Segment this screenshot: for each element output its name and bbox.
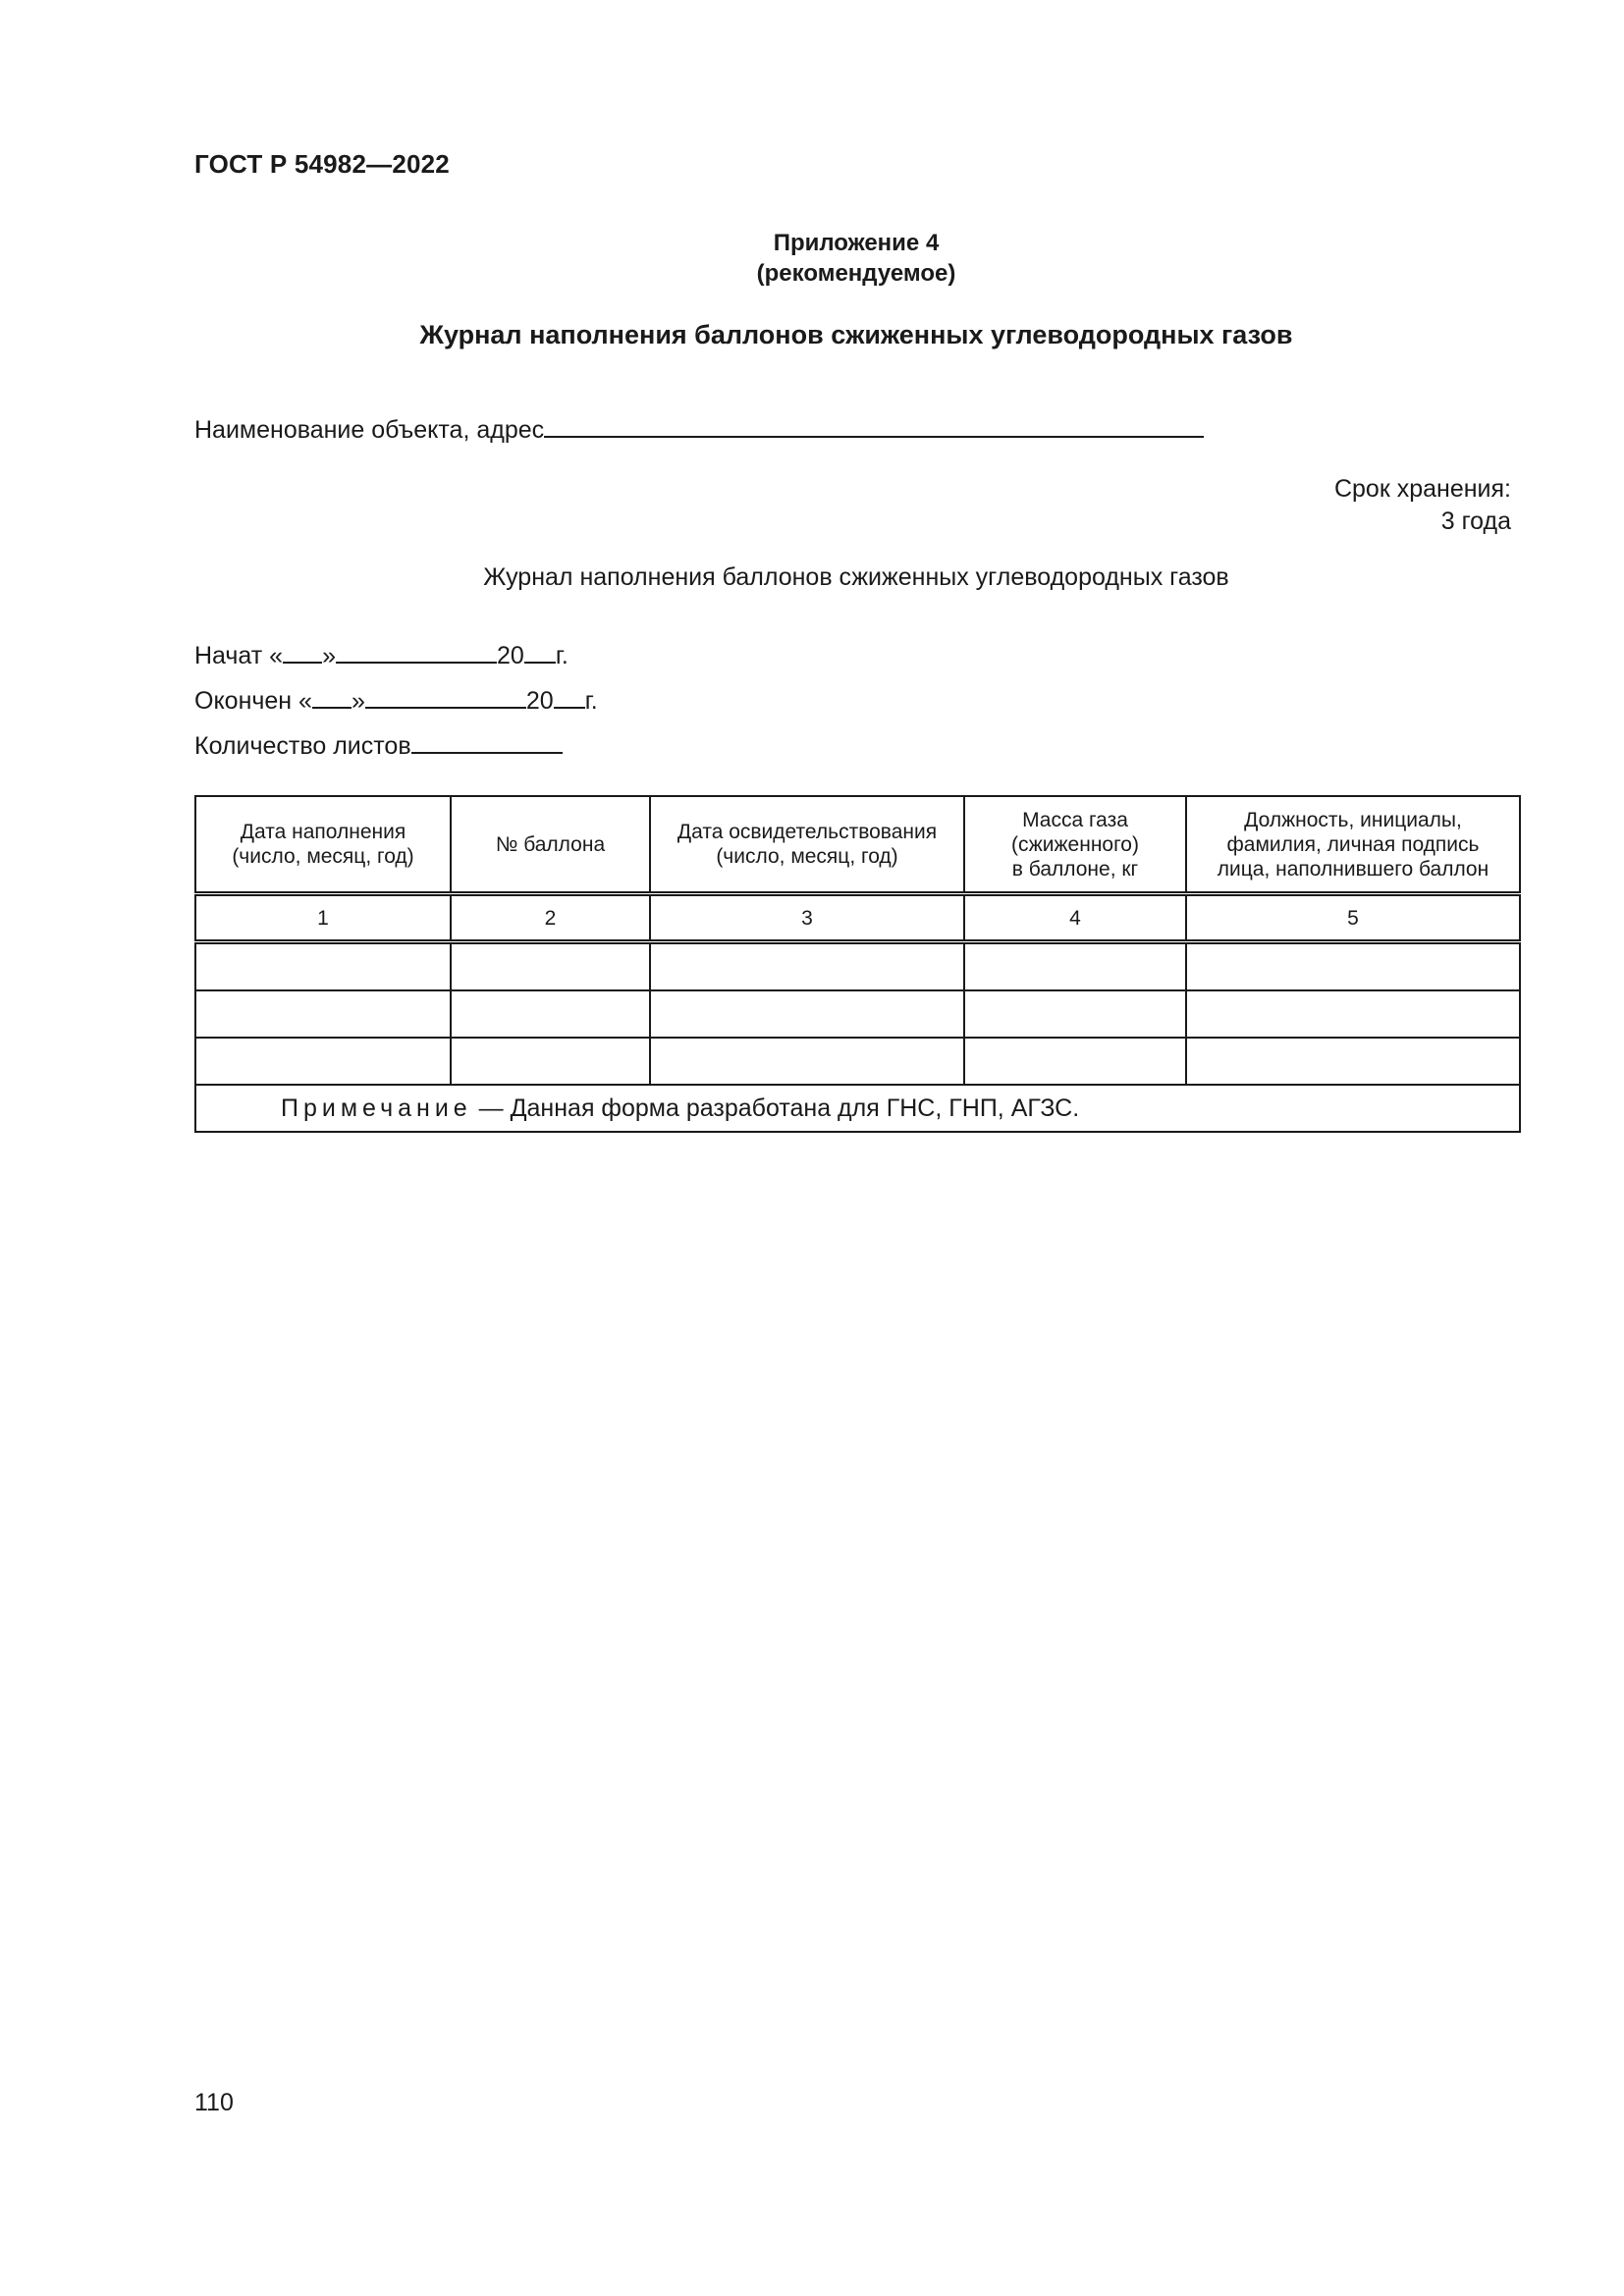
empty-cell: [451, 1038, 650, 1085]
column-header-fill-date: Дата наполнения (число, месяц, год): [195, 796, 451, 894]
column-number: 4: [964, 894, 1186, 942]
started-mid: »: [322, 642, 336, 669]
filling-journal-table: [194, 795, 1521, 1133]
empty-cell: [650, 1038, 964, 1085]
started-day-blank: [283, 640, 322, 664]
column-number-row: [195, 894, 1520, 942]
appendix-status: (рекомендуемое): [756, 260, 956, 287]
column-number: 1: [195, 894, 451, 942]
table-row: [195, 942, 1520, 991]
empty-cell: [964, 1038, 1186, 1085]
empty-cell: [195, 1038, 451, 1085]
sheet-count-field: [194, 730, 563, 761]
table-note: [195, 1085, 1520, 1132]
empty-cell: [964, 942, 1186, 991]
table-note-row: [195, 1085, 1520, 1132]
empty-cell: [195, 942, 451, 991]
ended-month-blank: [365, 685, 526, 709]
ended-year: 20: [525, 687, 554, 715]
ended-prefix: Окончен «: [194, 687, 312, 715]
sheet-count-blank: [411, 730, 563, 754]
ended-day-blank: [312, 685, 352, 709]
retention-value: 3 года: [1440, 507, 1511, 535]
started-suffix: г.: [555, 642, 568, 669]
object-name-field: [194, 414, 1204, 445]
started-year: 20: [497, 642, 524, 669]
ended-mid: »: [351, 687, 365, 715]
column-number: 3: [650, 894, 964, 942]
retention-label: Срок хранения:: [1333, 475, 1511, 503]
started-month-blank: [336, 640, 497, 664]
journal-subtitle: Журнал наполнения баллонов сжиженных углеводородных газов: [483, 563, 1229, 591]
empty-cell: [650, 942, 964, 991]
column-number: 2: [451, 894, 650, 942]
sheet-count-label: Количество листов: [194, 732, 411, 760]
table-header-row: [195, 796, 1520, 894]
note-text: — Данная форма разработана для ГНС, ГНП, АГЗС.: [471, 1094, 1080, 1122]
object-name-blank: [544, 414, 1204, 438]
started-date-field: [194, 640, 568, 670]
empty-cell: [451, 990, 650, 1038]
started-prefix: Начат «: [194, 642, 284, 669]
ended-date-field: [194, 685, 598, 716]
object-name-label: Наименование объекта, адрес: [194, 416, 545, 444]
ended-year-blank: [554, 685, 585, 709]
empty-cell: [650, 990, 964, 1038]
table-row: [195, 1038, 1520, 1085]
column-header-filler-signature: Должность, инициалы, фамилия, личная подпись лица, наполнившего баллон: [1186, 796, 1520, 894]
empty-cell: [1186, 1038, 1520, 1085]
main-title: Журнал наполнения баллонов сжиженных углеводородных газов: [419, 320, 1293, 349]
appendix-heading: [0, 228, 1624, 289]
standard-id: ГОСТ Р 54982—2022: [194, 149, 450, 179]
column-header-cylinder-number: № баллона: [451, 796, 650, 894]
ended-suffix: г.: [584, 687, 598, 715]
table-row: [195, 990, 1520, 1038]
empty-cell: [964, 990, 1186, 1038]
page-number: 110: [194, 2089, 234, 2116]
column-header-gas-mass: Масса газа (сжиженного) в баллоне, кг: [964, 796, 1186, 894]
empty-cell: [195, 990, 451, 1038]
column-number: 5: [1186, 894, 1520, 942]
appendix-title: Приложение 4: [773, 230, 940, 256]
empty-cell: [451, 942, 650, 991]
started-year-blank: [524, 640, 556, 664]
column-header-inspection-date: Дата освидетельствования (число, месяц, год): [650, 796, 964, 894]
empty-cell: [1186, 990, 1520, 1038]
note-label: Примечание: [281, 1094, 472, 1122]
retention-block: [1334, 473, 1511, 538]
empty-cell: [1186, 942, 1520, 991]
